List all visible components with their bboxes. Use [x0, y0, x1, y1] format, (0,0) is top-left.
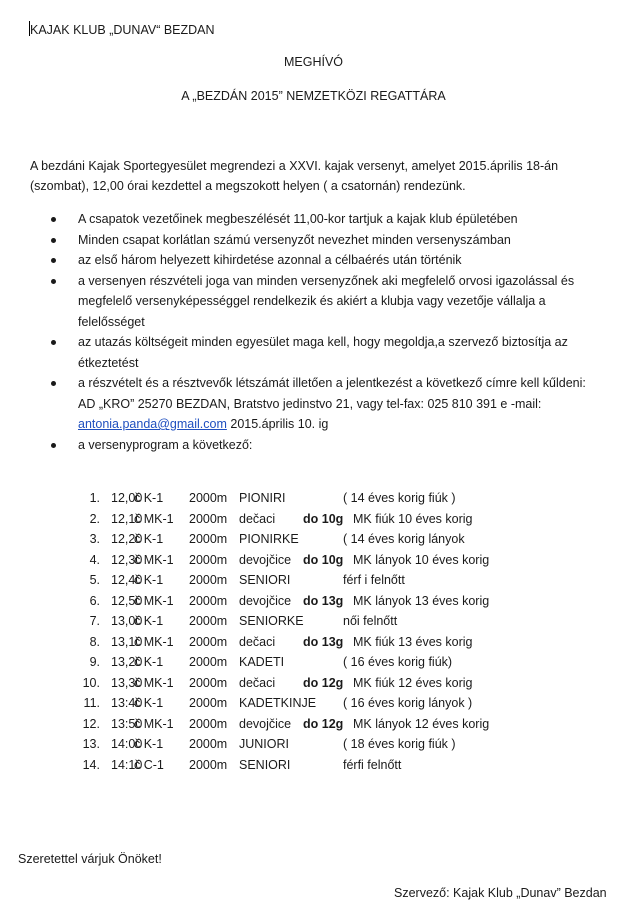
program-distance: 2000m [189, 634, 228, 649]
program-description: férf i felnőtt [343, 573, 405, 587]
deadline-text: 2015.április 10. ig [226, 417, 329, 431]
program-number: 6. [89, 593, 100, 608]
program-group: devojčice [239, 593, 292, 608]
bullet-item [30, 230, 610, 251]
organizer-signature: Szervező: Kajak Klub „Dunav” Bezdan [394, 886, 607, 900]
program-number: 9. [89, 655, 100, 669]
program-description: férfi felnőtt [343, 757, 402, 772]
bullet-icon [51, 217, 56, 222]
program-group: JUNIORI [239, 737, 289, 751]
program-time: 14:10 [111, 757, 143, 772]
program-category: č K-1 [134, 696, 164, 710]
program-category: č MK-1 [134, 593, 174, 608]
bullet-icon [51, 443, 56, 448]
program-weight: do 12g [303, 675, 344, 690]
contact-address: AD „KRO” 25270 BEZDAN, Bratstvo jedinstvo 21, vagy tel-fax: 025 810 391 e -mail: [78, 396, 542, 411]
program-description: ( 16 éves korig fiúk) [343, 655, 453, 669]
program-time: 13:40 [111, 696, 143, 710]
bullet-text: az utazás költségeit minden egyesület maga kell, hogy megoldja,a szervező biztosítja az étkeztetést [78, 335, 568, 370]
program-group: PIONIRI [239, 491, 286, 505]
program-group: dečaci [239, 634, 276, 649]
program-number: 10. [82, 675, 100, 690]
program-time: 13,20 [111, 655, 143, 669]
program-group: KADETKINJE [239, 696, 317, 710]
program-distance: 2000m [189, 593, 228, 608]
bullet-item-contact [30, 373, 610, 435]
program-time: 12,10 [111, 511, 143, 526]
bullet-icon [51, 238, 56, 243]
program-time: 12,00 [111, 491, 143, 505]
program-weight: do 12g [303, 716, 344, 731]
bullet-icon [51, 258, 56, 263]
document-title: MEGHÍVÓ [283, 55, 344, 69]
program-category: č K-1 [134, 573, 164, 587]
program-description: ( 18 éves korig fiúk ) [343, 737, 456, 751]
program-number: 1. [89, 491, 100, 505]
bullet-item [30, 332, 610, 373]
program-number: 8. [89, 634, 100, 649]
bullet-text: Minden csapat korlátlan számú versenyzőt nevezhet minden versenyszámban [78, 232, 511, 247]
program-number: 5. [89, 573, 100, 587]
program-weight: do 13g [303, 634, 344, 649]
program-weight: do 10g [303, 552, 344, 567]
program-description: MK lányok 13 éves korig [353, 593, 490, 608]
program-distance: 2000m [189, 737, 228, 751]
program-time: 13:50 [111, 716, 143, 731]
program-time: 13,10 [111, 634, 143, 649]
email-link[interactable]: antonia.panda@gmail.com [78, 417, 227, 431]
program-distance: 2000m [189, 716, 228, 731]
program-time: 12,40 [111, 573, 143, 587]
document-subtitle: A „BEZDÁN 2015” NEMZETKÖZI REGATTÁRA [181, 89, 446, 103]
program-time: 12,50 [111, 593, 143, 608]
intro-paragraph: A bezdáni Kajak Sportegyesület megrendezi a XXVI. kajak versenyt, amelyet 2015.április 18-án (szombat), 12,00 órai kezdettel a megszokott helyen ( a csatornán) rendezünk. [30, 159, 559, 193]
program-group: PIONIRKE [239, 532, 299, 546]
program-distance: 2000m [189, 511, 228, 526]
program-distance: 2000m [189, 532, 228, 546]
bullet-icon [51, 340, 56, 345]
bullet-text: A csapatok vezetőinek megbeszélését 11,00-kor tartjuk a kajak klub épületében [78, 212, 518, 226]
bullet-list [30, 209, 610, 455]
contact-line: a részvételt és a résztvevők létszámát illetően a jelentkezést a következő címre kell kűldeni: [78, 376, 586, 390]
program-number: 7. [89, 614, 100, 628]
program-group: KADETI [239, 655, 285, 669]
program-time: 13,30 [111, 675, 143, 690]
program-time: 13,00 [111, 614, 143, 628]
program-category: č MK-1 [134, 511, 174, 526]
program-category: č MK-1 [134, 552, 174, 567]
program-description: ( 14 éves korig fiúk ) [343, 491, 456, 505]
program-number: 13. [82, 737, 100, 751]
club-header: KAJAK KLUB „DUNAV“ BEZDAN [30, 23, 215, 37]
program-description: ( 14 éves korig lányok [343, 532, 465, 546]
program-group: dečaci [239, 675, 276, 690]
program-group: SENIORI [239, 757, 291, 772]
closing-text: Szeretettel várjuk Önöket! [18, 852, 162, 866]
program-description: női felnőtt [343, 614, 398, 628]
program-description: MK fiúk 13 éves korig [353, 634, 473, 649]
bullet-item [30, 435, 610, 456]
program-group: SENIORKE [239, 614, 304, 628]
program-time: 12,20 [111, 532, 143, 546]
program-category: č K-1 [134, 655, 164, 669]
program-distance: 2000m [189, 552, 228, 567]
program-weight: do 13g [303, 593, 344, 608]
program-distance: 2000m [189, 491, 228, 505]
program-number: 14. [82, 757, 100, 772]
program-category: č K-1 [134, 614, 164, 628]
bullet-text: az első három helyezett kihirdetése azonnal a célbaérés után történik [78, 253, 462, 267]
program-description: MK lányok 12 éves korig [353, 716, 490, 731]
program-description: ( 16 éves korig lányok ) [343, 696, 473, 710]
program-distance: 2000m [189, 614, 228, 628]
program-description: MK fiúk 12 éves korig [353, 675, 473, 690]
program-distance: 2000m [189, 757, 228, 772]
program-distance: 2000m [189, 655, 228, 669]
program-category: č MK-1 [134, 634, 174, 649]
program-number: 4. [89, 552, 100, 567]
program-category: č K-1 [134, 532, 164, 546]
program-category: č MK-1 [134, 716, 174, 731]
program-number: 12. [82, 716, 100, 731]
program-time: 14:00 [111, 737, 143, 751]
program-number: 11. [83, 696, 100, 710]
program-group: devojčice [239, 552, 292, 567]
program-category: č MK-1 [134, 675, 174, 690]
program-category: č K-1 [134, 491, 164, 505]
program-category: č K-1 [134, 737, 164, 751]
bullet-icon [51, 279, 56, 284]
program-distance: 2000m [189, 573, 228, 587]
program-description: MK lányok 10 éves korig [353, 552, 490, 567]
bullet-item [30, 250, 610, 271]
program-time: 12,30 [111, 552, 143, 567]
bullet-icon [51, 381, 56, 386]
program-group: devojčice [239, 716, 292, 731]
program-intro: a versenyprogram a következő: [78, 437, 253, 452]
bullet-item [30, 271, 610, 333]
program-number: 3. [89, 532, 100, 546]
program-group: dečaci [239, 511, 276, 526]
bullet-item [30, 209, 610, 230]
program-weight: do 10g [303, 511, 344, 526]
program-group: SENIORI [239, 573, 291, 587]
program-number: 2. [89, 511, 100, 526]
program-distance: 2000m [189, 696, 228, 710]
program-category: č C-1 [134, 757, 164, 772]
program-description: MK fiúk 10 éves korig [353, 511, 473, 526]
program-distance: 2000m [189, 675, 228, 690]
bullet-text: a versenyen részvételi joga van minden versenyzőnek aki megfelelő orvosi igazolással és megfelelő versenyképességgel rendelkezik és akiért a klubja vagy vezetője vállalja a felelősséget [78, 273, 575, 329]
